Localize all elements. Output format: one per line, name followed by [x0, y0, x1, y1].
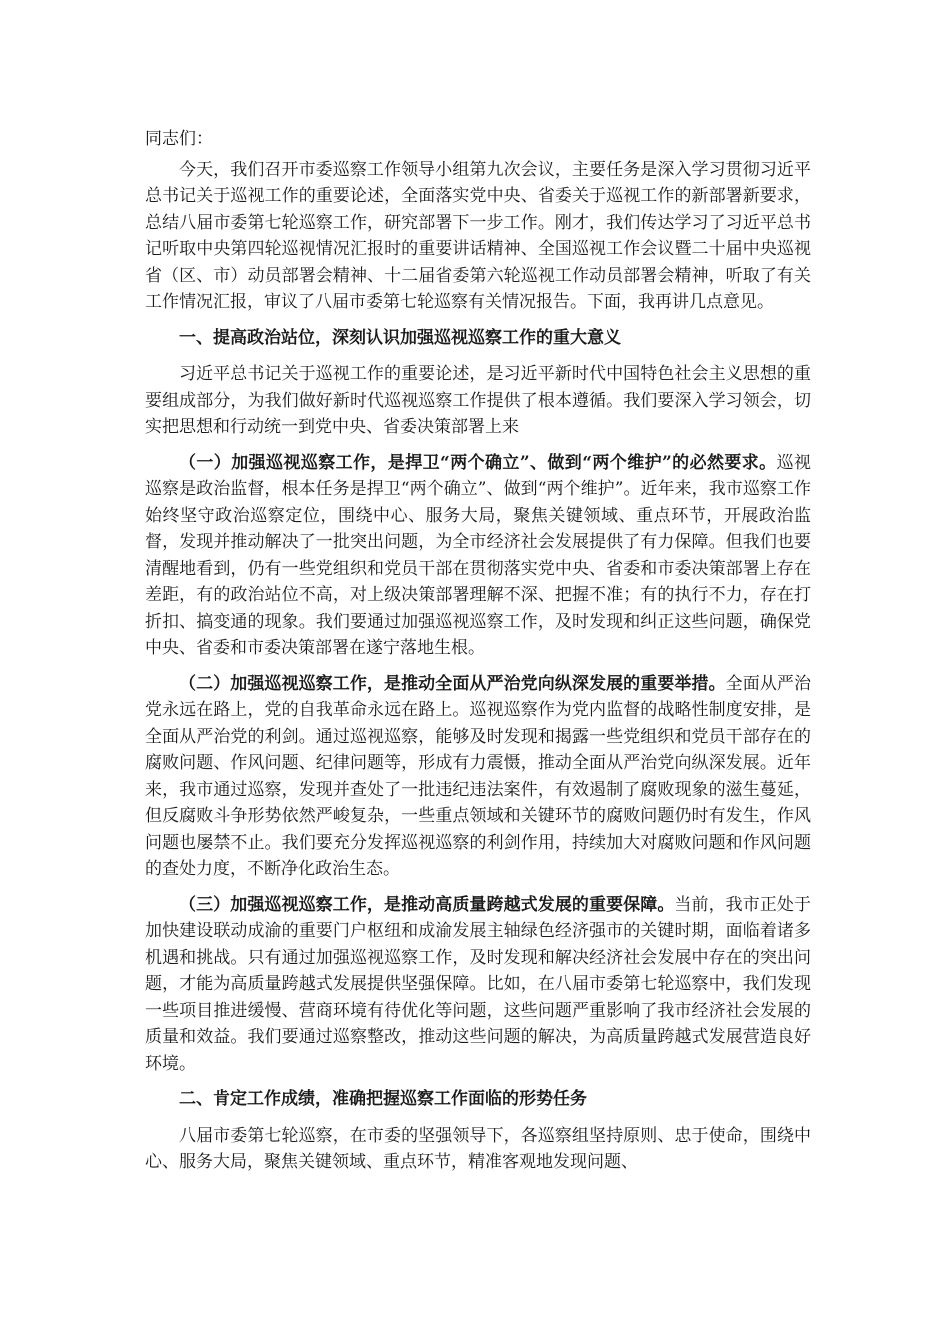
point-3-body: 当前，我市正处于加快建设联动成渝的重要门户枢纽和成渝发展主轴绿色经济强市的关键时期，面临着诸多机遇和挑战。只有通过加强巡视巡察工作，及时发现和解决经济社会发展中存在的突出问题，才能为高质量跨越式发展提供坚强保障。比如，在八届市委第七轮巡察中，我们发现一些项目推进缓慢、营商环境有待优化等问题，这些问题严重影响了我市经济社会发展的质量和效益。我们要通过巡察整改，推动这些问题的解决，为高质量跨越式发展营造良好环境。 — [145, 894, 812, 1074]
section-1-heading: 一、提高政治站位，深刻认识加强巡视巡察工作的重大意义 — [179, 327, 621, 348]
section-1-point-3 — [145, 892, 811, 1078]
point-3-lead: （三）加强巡视巡察工作，是推动高质量跨越式发展的重要保障。 — [179, 894, 675, 915]
document-page — [145, 126, 811, 1185]
section-1-intro: 习近平总书记关于巡视工作的重要论述，是习近平新时代中国特色社会主义思想的重要组成部分，为我们做好新时代巡视巡察工作提供了根本遵循。我们要深入学习领会，切实把思想和行动统一到党中央、省委决策部署上来 — [145, 364, 811, 437]
section-1-point-2 — [145, 671, 811, 883]
point-1-body: 巡视巡察是政治监督，根本任务是捍卫“两个确立”、做到“两个维护”。近年来，我市巡察工作始终坚守政治巡察定位，围绕中心、服务大局，聚焦关键领域、重点环节，开展政治监督，发现并推动解决了一批突出问题，为全市经济社会发展提供了有力保障。但我们也要清醒地看到，仍有一些党组织和党员干部在贯彻落实党中央、省委和市委决策部署上存在差距，有的政治站位不高，对上级决策部署理解不深、把握不准；有的执行不力，存在打折扣、搞变通的现象。我们要通过加强巡视巡察工作，及时发现和纠正这些问题，确保党中央、省委和市委决策部署在遂宁落地生根。 — [145, 452, 811, 658]
salutation: 同志们： — [145, 129, 213, 149]
section-1-point-1 — [145, 450, 811, 662]
section-2-heading: 二、肯定工作成绩，准确把握巡察工作面临的形势任务 — [179, 1089, 587, 1109]
section-2-intro: 八届市委第七轮巡察，在市委的坚强领导下，各巡察组坚持原则、忠于使命，围绕中心、服务大局，聚焦关键领域、重点环节，精准客观地发现问题、 — [145, 1125, 811, 1172]
intro-paragraph: 今天，我们召开市委巡察工作领导小组第九次会议，主要任务是深入学习贯彻习近平总书记关于巡视工作的重要论述，全面落实党中央、省委关于巡视工作的新部署新要求，总结八届市委第七轮巡察工作，研究部署下一步工作。刚才，我们传达学习了习近平总书记听取中央第四轮巡视情况汇报时的重要讲话精神、全国巡视工作会议暨二十届中央巡视省（区、市）动员部署会精神、十二届省委第六轮巡视工作动员部署会精神，听取了有关工作情况汇报，审议了八届市委第七轮巡察有关情况报告。下面，我再讲几点意见。 — [145, 159, 811, 312]
point-1-lead: （一）加强巡视巡察工作，是捍卫“两个确立”、做到“两个维护”的必然要求。 — [179, 452, 777, 473]
point-2-body: 全面从严治党永远在路上，党的自我革命永远在路上。巡视巡察作为党内监督的战略性制度安排，是全面从严治党的利剑。通过巡视巡察，能够及时发现和揭露一些党组织和党员干部存在的腐败问题、作风问题、纪律问题等，形成有力震慑，推动全面从严治党向纵深发展。近年来，我市通过巡察，发现并查处了一批违纪违法案件，有效遏制了腐败现象的滋生蔓延，但反腐败斗争形势依然严峻复杂，一些重点领域和关键环节的腐败问题仍时有发生，作风问题也屡禁不止。我们要充分发挥巡视巡察的利剑作用，持续加大对腐败问题和作风问题的查处力度，不断净化政治生态。 — [145, 673, 812, 879]
point-2-lead: （二）加强巡视巡察工作，是推动全面从严治党向纵深发展的重要举措。 — [179, 673, 726, 694]
